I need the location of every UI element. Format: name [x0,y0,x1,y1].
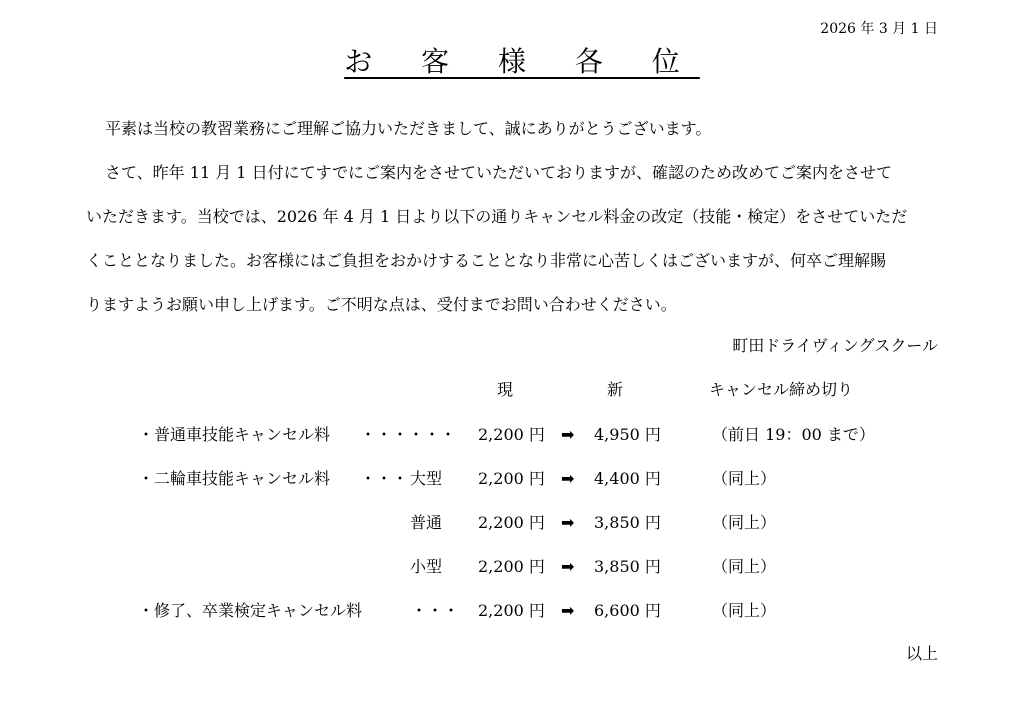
closing-word: 以上 [905,644,938,663]
fee-current: 2,200 円 [478,557,545,576]
fee-subtype: 普通 [410,513,443,532]
arrow-icon: ➡ [561,469,575,488]
fee-new: 3,850 円 [594,513,661,532]
arrow-icon: ➡ [561,557,575,576]
header-new: 新 [607,380,624,399]
fee-label: ・修了、卒業検定キャンセル料 [138,601,363,620]
fee-current: 2,200 円 [478,601,545,620]
arrow-icon: ➡ [561,601,575,620]
fee-leader: ・・・ [360,469,409,488]
fee-current: 2,200 円 [478,469,545,488]
fee-subtype: 大型 [410,469,443,488]
fee-deadline: （同上） [712,557,777,576]
fee-deadline: （同上） [712,513,777,532]
fee-deadline: （同上） [712,469,777,488]
header-current: 現 [497,380,514,399]
fee-leader: ・・・・・・ [360,425,457,444]
fee-label: ・普通車技能キャンセル料 [138,425,331,444]
fee-current: 2,200 円 [478,513,545,532]
header-deadline: キャンセル締め切り [709,380,854,399]
document-date: 2026 年 3 月 1 日 [820,21,938,37]
fee-new: 4,950 円 [594,425,661,444]
fee-deadline: （同上） [712,601,777,620]
title-text: お 客 様 各 位 [344,45,700,78]
fee-new: 3,850 円 [594,557,661,576]
arrow-icon: ➡ [561,425,575,444]
arrow-icon: ➡ [561,513,575,532]
fee-new: 4,400 円 [594,469,661,488]
paragraph-line: くこととなりました。お客様にはご負担をおかけすることとなり非常に心苦しくはございますが、何卒ご理解賜 [86,251,887,270]
document-title [0,45,1024,78]
fee-subtype: 小型 [410,557,443,576]
fee-current: 2,200 円 [478,425,545,444]
fee-deadline: （前日 19：00 まで） [712,425,875,444]
fee-new: 6,600 円 [594,601,661,620]
paragraph-greeting: 平素は当校の教習業務にご理解ご協力いただきまして、誠にありがとうございます。 [105,119,712,138]
paragraph-line: いただきます。当校では、2026 年 4 月 1 日より以下の通りキャンセル料金の改定（技能・検定）をさせていただ [86,207,908,226]
fee-leader: ・・・ [411,601,460,620]
school-signature: 町田ドライヴィングスクール [732,336,938,355]
paragraph-line: さて、昨年 11 月 1 日付にてすでにご案内をさせていただいておりますが、確認のため改めてご案内をさせて [105,163,893,182]
paragraph-line: りますようお願い申し上げます。ご不明な点は、受付までお問い合わせください。 [86,295,677,314]
fee-label: ・二輪車技能キャンセル料 [138,469,331,488]
